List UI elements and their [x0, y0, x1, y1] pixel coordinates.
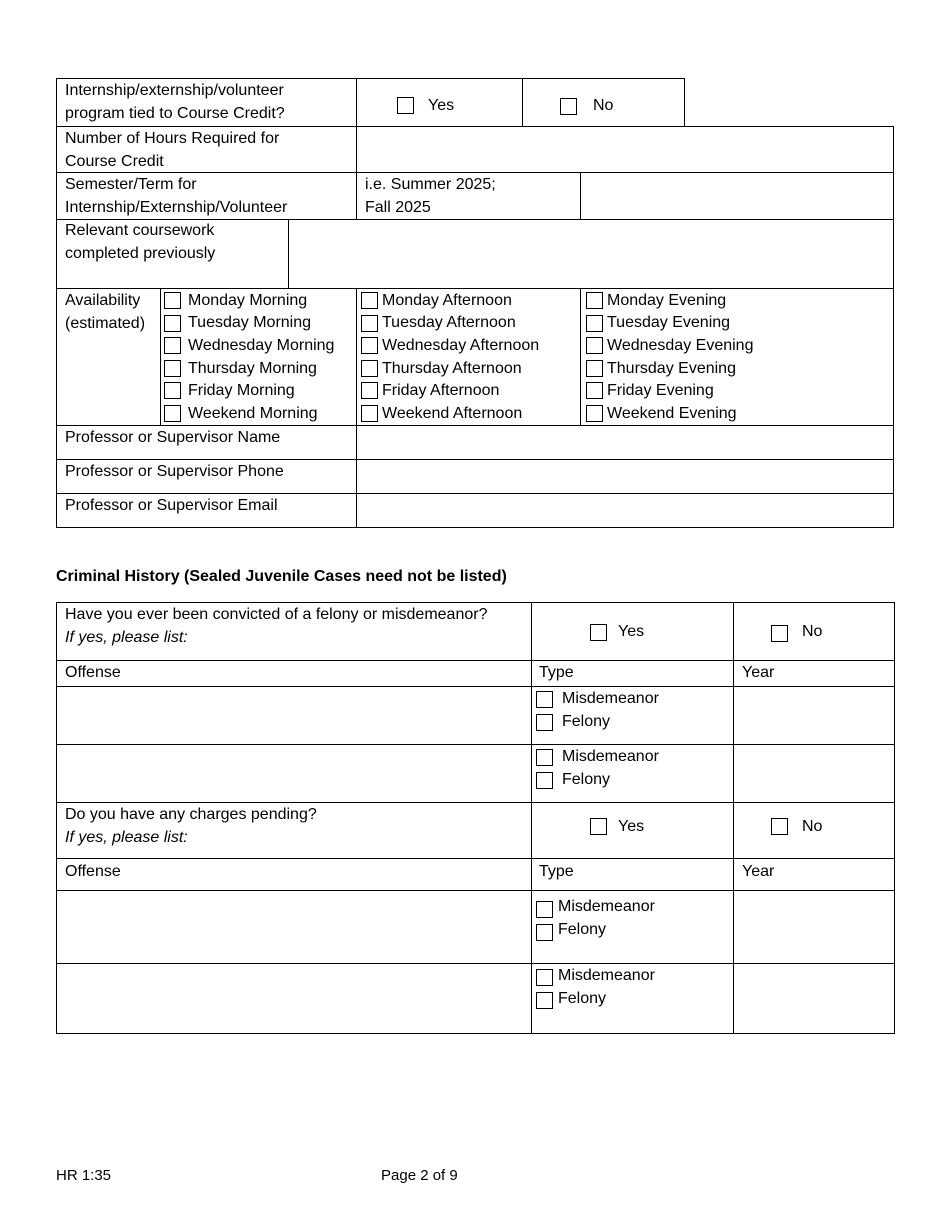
supervisor-phone-label: Professor or Supervisor Phone — [65, 463, 284, 480]
tuesday-morning-checkbox[interactable] — [164, 315, 181, 332]
pending-2-felony-checkbox[interactable] — [536, 992, 553, 1009]
wednesday-evening-label: Wednesday Evening — [607, 337, 754, 354]
conviction-1-misdemeanor-label: Misdemeanor — [562, 690, 659, 707]
coursework-label-line2: completed previously — [65, 245, 216, 262]
pending-no-checkbox[interactable] — [771, 818, 788, 835]
pending-year-input-1[interactable] — [735, 892, 893, 962]
friday-morning-label: Friday Morning — [188, 382, 295, 399]
thursday-afternoon-label: Thursday Afternoon — [382, 360, 522, 377]
monday-afternoon-label: Monday Afternoon — [382, 292, 512, 309]
convicted-no-label: No — [802, 623, 823, 640]
pending-yes-label: Yes — [618, 818, 645, 835]
coursework-input[interactable] — [290, 221, 892, 287]
pending-type-header: Type — [539, 863, 574, 880]
pending-1-misdemeanor-label: Misdemeanor — [558, 898, 655, 915]
thursday-morning-checkbox[interactable] — [164, 360, 181, 377]
weekend-evening-checkbox[interactable] — [586, 405, 603, 422]
wednesday-afternoon-checkbox[interactable] — [361, 337, 378, 354]
pending-1-misdemeanor-checkbox[interactable] — [536, 901, 553, 918]
pending-question: Do you have any charges pending? — [65, 806, 317, 823]
wednesday-morning-checkbox[interactable] — [164, 337, 181, 354]
page-number: Page 2 of 9 — [381, 1167, 458, 1184]
pending-if-yes: If yes, please list: — [65, 829, 188, 846]
thursday-evening-checkbox[interactable] — [586, 360, 603, 377]
pending-no-label: No — [802, 818, 823, 835]
conviction-year-input-2[interactable] — [735, 746, 893, 801]
conviction-1-felony-label: Felony — [562, 713, 611, 730]
form-id: HR 1:35 — [56, 1167, 112, 1184]
pending-2-felony-label: Felony — [558, 990, 607, 1007]
wednesday-afternoon-label: Wednesday Afternoon — [382, 337, 540, 354]
monday-evening-label: Monday Evening — [607, 292, 727, 309]
conviction-2-misdemeanor-checkbox[interactable] — [536, 749, 553, 766]
thursday-evening-label: Thursday Evening — [607, 360, 736, 377]
hours-input[interactable] — [358, 128, 892, 171]
conviction-2-misdemeanor-label: Misdemeanor — [562, 748, 659, 765]
semester-input[interactable] — [582, 174, 892, 218]
pending-2-misdemeanor-label: Misdemeanor — [558, 967, 655, 984]
criminal-history-heading: Criminal History (Sealed Juvenile Cases need not be listed) — [56, 568, 507, 585]
tuesday-evening-checkbox[interactable] — [586, 315, 603, 332]
friday-evening-label: Friday Evening — [607, 382, 714, 399]
pending-1-felony-label: Felony — [558, 921, 607, 938]
credit-no-checkbox[interactable] — [560, 98, 577, 115]
supervisor-email-input[interactable] — [358, 495, 892, 526]
credit-yes-checkbox[interactable] — [397, 97, 414, 114]
wednesday-morning-label: Wednesday Morning — [188, 337, 335, 354]
conviction-offense-input-2[interactable] — [58, 746, 530, 801]
tuesday-morning-label: Tuesday Morning — [188, 314, 312, 331]
monday-morning-label: Monday Morning — [188, 292, 308, 309]
hours-label-line1: Number of Hours Required for — [65, 130, 280, 147]
coursework-label-line1: Relevant coursework — [65, 222, 215, 239]
supervisor-name-input[interactable] — [358, 427, 892, 458]
pending-offense-input-1[interactable] — [58, 892, 530, 962]
pending-yes-checkbox[interactable] — [590, 818, 607, 835]
friday-afternoon-checkbox[interactable] — [361, 382, 378, 399]
offense-header: Offense — [65, 664, 121, 681]
tuesday-evening-label: Tuesday Evening — [607, 314, 731, 331]
semester-hint-line2: Fall 2025 — [365, 199, 431, 216]
conviction-year-input-1[interactable] — [735, 688, 893, 743]
semester-hint-line1: i.e. Summer 2025; — [365, 176, 496, 193]
monday-morning-checkbox[interactable] — [164, 292, 181, 309]
tuesday-afternoon-label: Tuesday Afternoon — [382, 314, 516, 331]
convicted-no-checkbox[interactable] — [771, 625, 788, 642]
monday-evening-checkbox[interactable] — [586, 292, 603, 309]
supervisor-email-label: Professor or Supervisor Email — [65, 497, 278, 514]
monday-afternoon-checkbox[interactable] — [361, 292, 378, 309]
convicted-if-yes: If yes, please list: — [65, 629, 188, 646]
thursday-afternoon-checkbox[interactable] — [361, 360, 378, 377]
pending-year-input-2[interactable] — [735, 965, 893, 1032]
weekend-afternoon-label: Weekend Afternoon — [382, 405, 523, 422]
convicted-yes-checkbox[interactable] — [590, 624, 607, 641]
pending-offense-input-2[interactable] — [58, 965, 530, 1032]
conviction-2-felony-label: Felony — [562, 771, 611, 788]
credit-yes-label: Yes — [428, 97, 455, 114]
conviction-1-misdemeanor-checkbox[interactable] — [536, 691, 553, 708]
conviction-2-felony-checkbox[interactable] — [536, 772, 553, 789]
semester-label-line1: Semester/Term for — [65, 176, 197, 193]
credit-no-label: No — [593, 97, 614, 114]
conviction-1-felony-checkbox[interactable] — [536, 714, 553, 731]
availability-label-line2: (estimated) — [65, 315, 146, 332]
wednesday-evening-checkbox[interactable] — [586, 337, 603, 354]
friday-afternoon-label: Friday Afternoon — [382, 382, 500, 399]
supervisor-phone-input[interactable] — [358, 461, 892, 492]
credit-question-line2: program tied to Course Credit? — [65, 105, 285, 122]
weekend-morning-checkbox[interactable] — [164, 405, 181, 422]
weekend-evening-label: Weekend Evening — [607, 405, 737, 422]
pending-1-felony-checkbox[interactable] — [536, 924, 553, 941]
pending-2-misdemeanor-checkbox[interactable] — [536, 969, 553, 986]
year-header: Year — [742, 664, 775, 681]
convicted-yes-label: Yes — [618, 623, 645, 640]
semester-label-line2: Internship/Externship/Volunteer — [65, 199, 288, 216]
friday-evening-checkbox[interactable] — [586, 382, 603, 399]
weekend-morning-label: Weekend Morning — [188, 405, 318, 422]
type-header: Type — [539, 664, 574, 681]
weekend-afternoon-checkbox[interactable] — [361, 405, 378, 422]
availability-label-line1: Availability — [65, 292, 141, 309]
friday-morning-checkbox[interactable] — [164, 382, 181, 399]
supervisor-name-label: Professor or Supervisor Name — [65, 429, 281, 446]
conviction-offense-input-1[interactable] — [58, 688, 530, 743]
thursday-morning-label: Thursday Morning — [188, 360, 317, 377]
tuesday-afternoon-checkbox[interactable] — [361, 315, 378, 332]
hours-label-line2: Course Credit — [65, 153, 164, 170]
convicted-question: Have you ever been convicted of a felony or misdemeanor? — [65, 606, 488, 623]
pending-year-header: Year — [742, 863, 775, 880]
credit-question-line1: Internship/externship/volunteer — [65, 82, 284, 99]
pending-offense-header: Offense — [65, 863, 121, 880]
